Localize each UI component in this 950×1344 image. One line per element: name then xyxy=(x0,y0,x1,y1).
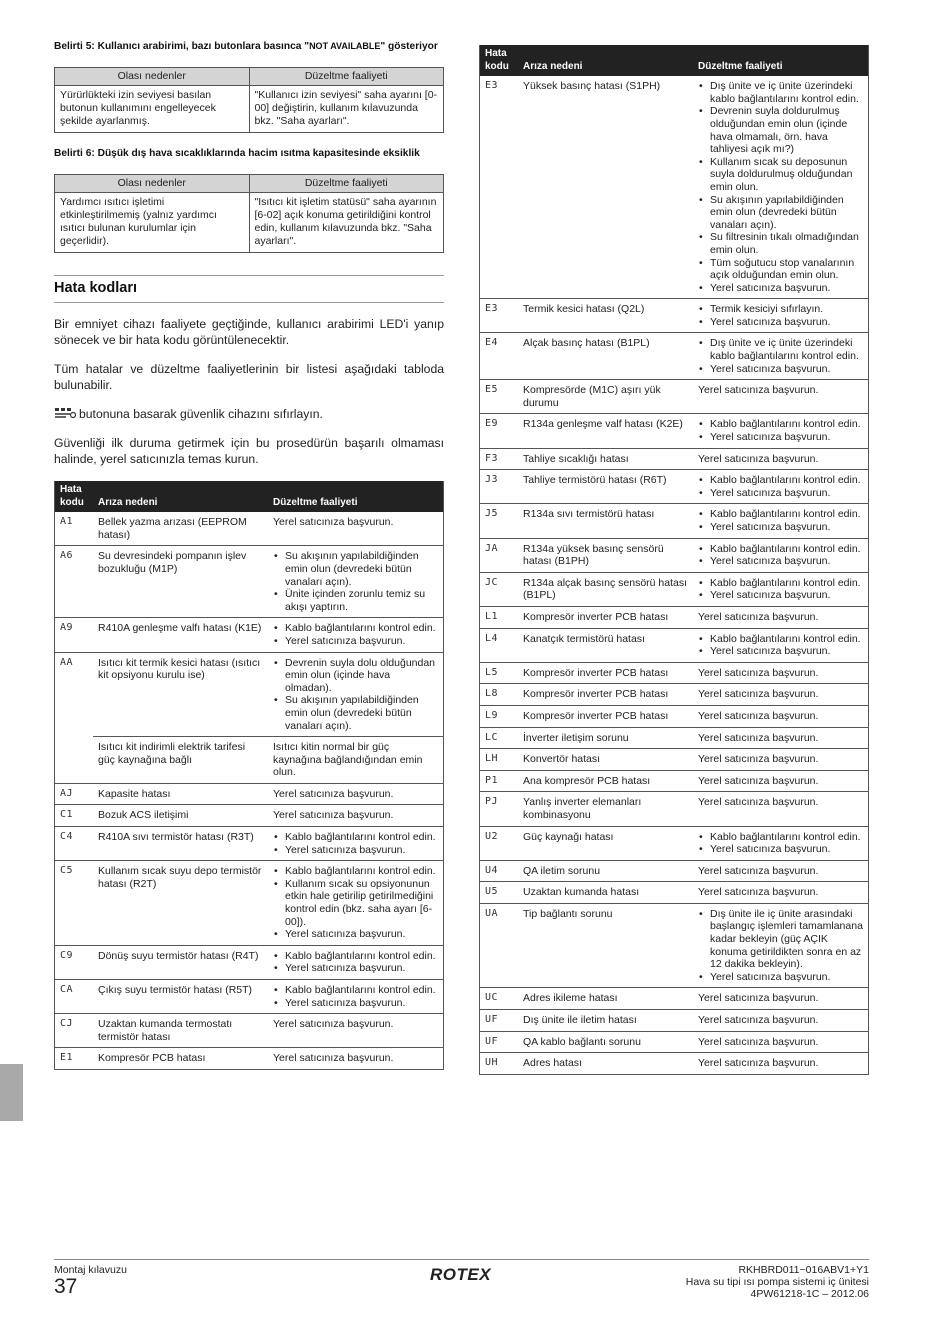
action-item: • Yerel satıcınıza başvurun. xyxy=(710,431,863,444)
error-cause: Güç kaynağı hatası xyxy=(518,826,693,860)
error-code: L1 xyxy=(480,606,519,628)
error-code: F3 xyxy=(480,448,519,470)
table-row xyxy=(480,572,869,606)
error-cause: R134a alçak basınç sensörü hatası (B1PL) xyxy=(518,572,693,606)
footer-info xyxy=(686,1264,869,1300)
table-cell: Yardımcı ısıtıcı işletimi etkinleştirilmemiş (yalnız yardımcı ısıtıcı bulunan kurulumlar için geçerlidir). xyxy=(55,193,250,253)
error-cause: Kompresör inverter PCB hatası xyxy=(518,684,693,706)
table-row xyxy=(480,662,869,684)
action-list xyxy=(273,865,438,941)
error-code: PJ xyxy=(480,792,519,826)
action-list xyxy=(273,984,438,1009)
action-item: • Kablo bağlantılarını kontrol edin. xyxy=(285,831,438,844)
corrective-action: Yerel satıcınıza başvurun. xyxy=(693,749,869,771)
action-item: • Su akışının yapılabildiğinden emin olun (devredeki bütün vanaları açın). xyxy=(285,694,438,732)
error-cause: Kanatçık termistörü hatası xyxy=(518,628,693,662)
action-item: • Yerel satıcınıza başvurun. xyxy=(710,843,863,856)
table-row xyxy=(480,826,869,860)
table-row xyxy=(480,470,869,504)
corrective-action xyxy=(693,572,869,606)
error-cause: Kompresör inverter PCB hatası xyxy=(518,606,693,628)
table-row xyxy=(55,1014,444,1048)
action-item: • Yerel satıcınıza başvurun. xyxy=(285,928,438,941)
error-code: CJ xyxy=(55,1014,94,1048)
error-cause: Bozuk ACS iletişimi xyxy=(93,805,268,827)
action-item: • Yerel satıcınıza başvurun. xyxy=(710,363,863,376)
action-item: • Kablo bağlantılarını kontrol edin. xyxy=(285,950,438,963)
right-column xyxy=(479,45,869,1075)
paragraph: Tüm hatalar ve düzeltme faaliyetlerinin bir listesi aşağıdaki tabloda bulunabilir. xyxy=(54,362,444,392)
error-code: LH xyxy=(480,749,519,771)
error-cause: Dış ünite ile iletim hatası xyxy=(518,1010,693,1032)
action-list xyxy=(698,474,863,499)
error-code: C1 xyxy=(55,805,94,827)
action-item: • Yerel satıcınıza başvurun. xyxy=(285,997,438,1010)
table-row xyxy=(480,76,869,299)
error-cause: Termik kesici hatası (Q2L) xyxy=(518,299,693,333)
table-row xyxy=(480,792,869,826)
error-code: U4 xyxy=(480,860,519,882)
action-item: • Kablo bağlantılarını kontrol edin. xyxy=(710,474,863,487)
corrective-action: Yerel satıcınıza başvurun. xyxy=(693,662,869,684)
corrective-action xyxy=(693,903,869,988)
action-item: • Dış ünite ve iç ünite üzerindeki kablo bağlantılarını kontrol edin. xyxy=(710,80,863,105)
error-code: UF xyxy=(480,1031,519,1053)
corrective-action xyxy=(693,333,869,380)
error-code: E1 xyxy=(55,1048,94,1070)
error-cause: Tip bağlantı sorunu xyxy=(518,903,693,988)
corrective-action: Yerel satıcınıza başvurun. xyxy=(693,860,869,882)
corrective-action: Yerel satıcınıza başvurun. xyxy=(693,380,869,414)
action-item: • Su filtresinin tıkalı olmadığından emin olun. xyxy=(710,231,863,256)
action-item: • Su akışının yapılabildiğinden emin olun (devredeki bütün vanaları açın). xyxy=(710,194,863,232)
column-header: Düzeltme faaliyeti xyxy=(268,481,444,512)
table-row xyxy=(55,805,444,827)
corrective-action: Yerel satıcınıza başvurun. xyxy=(693,705,869,727)
table-row xyxy=(480,860,869,882)
action-list xyxy=(273,550,438,613)
column-header: Olası nedenler xyxy=(55,175,250,193)
error-code: UF xyxy=(480,1010,519,1032)
table-row xyxy=(55,980,444,1014)
error-code: UA xyxy=(480,903,519,988)
column-header: Hata kodu xyxy=(55,481,94,512)
action-item: • Devrenin suyla doldurulmuş olduğundan emin olun (içinde hava olmamalı, örn. hava tahliyesi açık mı?) xyxy=(710,105,863,155)
error-code: UC xyxy=(480,988,519,1010)
corrective-action xyxy=(268,618,444,652)
footer-product: Hava su tipi ısı pompa sistemi iç ünitesi xyxy=(685,1276,869,1288)
error-code: C5 xyxy=(55,861,94,946)
error-cause: Kompresör inverter PCB hatası xyxy=(518,705,693,727)
error-code: L9 xyxy=(480,705,519,727)
action-list xyxy=(698,337,863,375)
table-row xyxy=(55,783,444,805)
corrective-action xyxy=(693,414,869,448)
error-code: U2 xyxy=(480,826,519,860)
error-cause: Isıtıcı kit indirimli elektrik tarifesi güç kaynağına bağlı xyxy=(93,737,268,784)
corrective-action: Yerel satıcınıza başvurun. xyxy=(693,770,869,792)
table-cell: "Isıtıcı kit işletim statüsü" saha ayarının [6-02] açık konuma getirildiğini kontrol edin, kullanım kılavuzunda bkz. "Saha ayarları". xyxy=(249,193,444,253)
corrective-action xyxy=(693,538,869,572)
error-cause: Kompresör inverter PCB hatası xyxy=(518,662,693,684)
action-list xyxy=(698,80,863,294)
table-row xyxy=(55,512,444,546)
action-item: • Yerel satıcınıza başvurun. xyxy=(710,645,863,658)
table-row xyxy=(55,945,444,979)
error-cause: Kompresör PCB hatası xyxy=(93,1048,268,1070)
action-item: • Yerel satıcınıza başvurun. xyxy=(285,962,438,975)
corrective-action: Yerel satıcınıza başvurun. xyxy=(693,988,869,1010)
corrective-action: Yerel satıcınıza başvurun. xyxy=(268,783,444,805)
table-row xyxy=(480,1010,869,1032)
corrective-action: Yerel satıcınıza başvurun. xyxy=(693,727,869,749)
error-cause: Dönüş suyu termistör hatası (R4T) xyxy=(93,945,268,979)
action-item: • Kablo bağlantılarını kontrol edin. xyxy=(710,508,863,521)
error-cause: Uzaktan kumanda hatası xyxy=(518,882,693,904)
symptom-6-table xyxy=(54,174,444,253)
corrective-action: Yerel satıcınıza başvurun. xyxy=(693,448,869,470)
error-cause: R134a genleşme valf hatası (K2E) xyxy=(518,414,693,448)
corrective-action xyxy=(693,504,869,538)
action-item: • Yerel satıcınıza başvurun. xyxy=(710,555,863,568)
action-item: • Termik kesiciyi sıfırlayın. xyxy=(710,303,863,316)
error-code: E9 xyxy=(480,414,519,448)
error-cause: R134a sıvı termistörü hatası xyxy=(518,504,693,538)
symptom-6-heading: Belirti 6: Düşük dış hava sıcaklıklarında hacim ısıtma kapasitesinde eksiklik xyxy=(54,148,420,159)
corrective-action: Yerel satıcınıza başvurun. xyxy=(693,606,869,628)
table-row xyxy=(480,882,869,904)
error-code: A6 xyxy=(55,546,94,618)
error-code: U5 xyxy=(480,882,519,904)
corrective-action xyxy=(268,546,444,618)
error-cause: Tahliye sıcaklığı hatası xyxy=(518,448,693,470)
corrective-action: Yerel satıcınıza başvurun. xyxy=(268,805,444,827)
action-list xyxy=(698,418,863,443)
corrective-action xyxy=(268,861,444,946)
error-cause: Konvertör hatası xyxy=(518,749,693,771)
error-code: E3 xyxy=(480,76,519,299)
action-list xyxy=(698,577,863,602)
action-item: • Yerel satıcınıza başvurun. xyxy=(710,589,863,602)
action-item: • Kablo bağlantılarını kontrol edin. xyxy=(710,577,863,590)
error-cause: Tahliye termistörü hatası (R6T) xyxy=(518,470,693,504)
left-column xyxy=(54,40,444,1070)
error-cause: Çıkış suyu termistör hatası (R5T) xyxy=(93,980,268,1014)
error-cause: Adres hatası xyxy=(518,1053,693,1075)
table-row xyxy=(55,737,444,784)
action-item: • Su akışının yapılabildiğinden emin olun (devredeki bütün vanaları açın). xyxy=(285,550,438,588)
action-item: • Yerel satıcınıza başvurun. xyxy=(710,282,863,295)
corrective-action xyxy=(268,827,444,861)
error-cause: R410A sıvı termistör hatası (R3T) xyxy=(93,827,268,861)
action-list xyxy=(698,508,863,533)
error-code: P1 xyxy=(480,770,519,792)
action-item: • Ünite içinden zorunlu temiz su akışı yaptırın. xyxy=(285,588,438,613)
action-item: • Kablo bağlantılarını kontrol edin. xyxy=(710,543,863,556)
action-list xyxy=(273,657,438,733)
error-code-table-right xyxy=(479,45,869,1075)
section-title: Hata kodları xyxy=(54,275,444,303)
error-cause: Adres ikileme hatası xyxy=(518,988,693,1010)
error-code: AJ xyxy=(55,783,94,805)
table-row xyxy=(480,705,869,727)
column-header: Arıza nedeni xyxy=(93,481,268,512)
error-code: J3 xyxy=(480,470,519,504)
table-row xyxy=(55,861,444,946)
table-row xyxy=(480,749,869,771)
page-number: 37 xyxy=(54,1275,78,1298)
error-code: JC xyxy=(480,572,519,606)
action-list xyxy=(698,633,863,658)
error-code: A9 xyxy=(55,618,94,652)
error-code: L8 xyxy=(480,684,519,706)
table-row xyxy=(55,1048,444,1070)
action-list xyxy=(273,950,438,975)
table-row xyxy=(480,903,869,988)
corrective-action: Isıtıcı kitin normal bir güç kaynağına bağlandığından emin olun. xyxy=(268,737,444,784)
footer-doc-type: Montaj kılavuzu xyxy=(54,1264,127,1276)
action-item: • Kablo bağlantılarını kontrol edin. xyxy=(710,418,863,431)
error-cause: Kullanım sıcak suyu depo termistör hatası (R2T) xyxy=(93,861,268,946)
action-item: • Kablo bağlantılarını kontrol edin. xyxy=(285,865,438,878)
column-header: Düzeltme faaliyeti xyxy=(693,45,869,76)
error-code: CA xyxy=(55,980,94,1014)
corrective-action: Yerel satıcınıza başvurun. xyxy=(693,1010,869,1032)
action-item: • Yerel satıcınıza başvurun. xyxy=(710,487,863,500)
action-item: • Dış ünite ile iç ünite arasındaki başlangıç işlemleri tamamlanana kadar bekleyin (güç AÇIK konuma getirildikten sonra en az 12 dakika bekleyin). xyxy=(710,908,863,971)
error-code: L4 xyxy=(480,628,519,662)
error-code xyxy=(55,737,94,784)
error-cause: Kompresörde (M1C) aşırı yük durumu xyxy=(518,380,693,414)
table-row xyxy=(480,1031,869,1053)
error-code-table-left xyxy=(54,481,444,1070)
symptom-5-heading: Belirti 5: Kullanıcı arabirimi, bazı butonlara basınca "NOT AVAILABLE" gösteriyor xyxy=(54,41,438,52)
corrective-action: Yerel satıcınıza başvurun. xyxy=(693,684,869,706)
error-cause: Su devresindeki pompanın işlev bozukluğu (M1P) xyxy=(93,546,268,618)
column-header: Arıza nedeni xyxy=(518,45,693,76)
corrective-action: Yerel satıcınıza başvurun. xyxy=(268,1048,444,1070)
table-row xyxy=(480,770,869,792)
action-item: • Dış ünite ve iç ünite üzerindeki kablo bağlantılarını kontrol edin. xyxy=(710,337,863,362)
action-item: • Devrenin suyla dolu olduğundan emin olun (içinde hava olmadan). xyxy=(285,657,438,695)
action-item: • Yerel satıcınıza başvurun. xyxy=(710,316,863,329)
error-code: LC xyxy=(480,727,519,749)
paragraph: butonuna basarak güvenlik cihazını sıfırlayın. xyxy=(54,406,444,422)
footer-model: RKHBRD011~016ABV1+Y1 xyxy=(738,1264,869,1276)
action-item: • Kablo bağlantılarını kontrol edin. xyxy=(710,831,863,844)
error-cause: Alçak basınç hatası (B1PL) xyxy=(518,333,693,380)
error-code: E3 xyxy=(480,299,519,333)
corrective-action xyxy=(693,470,869,504)
table-row xyxy=(480,684,869,706)
error-cause: İnverter iletişim sorunu xyxy=(518,727,693,749)
table-row xyxy=(480,380,869,414)
corrective-action xyxy=(693,628,869,662)
table-row xyxy=(480,448,869,470)
table-row xyxy=(480,727,869,749)
action-item: • Yerel satıcınıza başvurun. xyxy=(285,635,438,648)
error-code: A1 xyxy=(55,512,94,546)
error-cause: QA iletim sorunu xyxy=(518,860,693,882)
corrective-action xyxy=(693,299,869,333)
corrective-action xyxy=(268,945,444,979)
error-cause: Yüksek basınç hatası (S1PH) xyxy=(518,76,693,299)
table-cell: "Kullanıcı izin seviyesi" saha ayarını [0-00] değiştirin, kullanım kılavuzunda bkz. "Saha ayarları". xyxy=(249,86,444,133)
action-item: • Yerel satıcınıza başvurun. xyxy=(710,521,863,534)
table-row xyxy=(480,414,869,448)
corrective-action: Yerel satıcınıza başvurun. xyxy=(268,512,444,546)
action-item: • Kullanım sıcak su opsiyonunun etkin hale getirilip getirilmediğini kontrol edin (bkz. saha ayarı [6-00]). xyxy=(285,878,438,928)
error-cause: Isıtıcı kit termik kesici hatası (ısıtıcı kit opsiyonu kurulu ise) xyxy=(98,656,261,682)
corrective-action: Yerel satıcınıza başvurun. xyxy=(693,1031,869,1053)
table-row xyxy=(480,988,869,1010)
action-list xyxy=(698,831,863,856)
brand-logo: ROTEX xyxy=(430,1265,492,1284)
error-cause: Bellek yazma arızası (EEPROM hatası) xyxy=(93,512,268,546)
table-row xyxy=(480,1053,869,1075)
corrective-action: Yerel satıcınıza başvurun. xyxy=(268,1014,444,1048)
corrective-action: Yerel satıcınıza başvurun. xyxy=(693,1053,869,1075)
table-row xyxy=(55,618,444,652)
action-item: • Kablo bağlantılarını kontrol edin. xyxy=(710,633,863,646)
corrective-action: Yerel satıcınıza başvurun. xyxy=(693,882,869,904)
error-cause: Kapasite hatası xyxy=(93,783,268,805)
footer-ref: 4PW61218-1C – 2012.06 xyxy=(750,1288,869,1300)
action-item: • Tüm soğutucu stop vanalarının açık olduğundan emin olun. xyxy=(710,257,863,282)
footer-divider xyxy=(54,1259,869,1260)
corrective-action xyxy=(268,652,444,737)
column-header: Düzeltme faaliyeti xyxy=(249,68,444,86)
paragraph: Bir emniyet cihazı faaliyete geçtiğinde, kullanıcı arabirimi LED'i yanıp sönecek ve bir hata kodu görüntülenecektir. xyxy=(54,317,444,347)
action-item: • Yerel satıcınıza başvurun. xyxy=(710,971,863,984)
table-row xyxy=(480,538,869,572)
action-list xyxy=(698,303,863,328)
table-row xyxy=(480,628,869,662)
column-header: Olası nedenler xyxy=(55,68,250,86)
action-item: • Kablo bağlantılarını kontrol edin. xyxy=(285,622,438,635)
corrective-action xyxy=(268,980,444,1014)
action-list xyxy=(698,908,863,984)
error-code: AA xyxy=(60,656,74,668)
error-cause: R134a yüksek basınç sensörü hatası (B1PH) xyxy=(518,538,693,572)
error-cause: Ana kompresör PCB hatası xyxy=(518,770,693,792)
table-row xyxy=(480,504,869,538)
corrective-action xyxy=(693,76,869,299)
error-code: J5 xyxy=(480,504,519,538)
error-cause: R410A genleşme valfı hatası (K1E) xyxy=(93,618,268,652)
table-row xyxy=(480,333,869,380)
action-item: • Kablo bağlantılarını kontrol edin. xyxy=(285,984,438,997)
corrective-action: Yerel satıcınıza başvurun. xyxy=(693,792,869,826)
column-header: Hata kodu xyxy=(480,45,519,76)
error-cause: QA kablo bağlantı sorunu xyxy=(518,1031,693,1053)
corrective-action xyxy=(693,826,869,860)
table-row xyxy=(55,827,444,861)
action-list xyxy=(273,831,438,856)
table-row xyxy=(480,606,869,628)
error-code: E5 xyxy=(480,380,519,414)
action-list xyxy=(698,543,863,568)
reset-button-icon xyxy=(54,407,76,419)
error-code: E4 xyxy=(480,333,519,380)
error-code: JA xyxy=(480,538,519,572)
error-code: C4 xyxy=(55,827,94,861)
error-code: UH xyxy=(480,1053,519,1075)
action-list xyxy=(273,622,438,647)
symptom-5-table xyxy=(54,67,444,133)
table-row xyxy=(480,299,869,333)
chapter-tab xyxy=(0,1064,23,1121)
table-cell: Yürürlükteki izin seviyesi basılan butonun kullanımını engelleyecek şekilde ayarlanmış. xyxy=(55,86,250,133)
table-row xyxy=(55,546,444,618)
action-item: • Yerel satıcınıza başvurun. xyxy=(285,844,438,857)
error-cause: Uzaktan kumanda termostatı termistör hatası xyxy=(93,1014,268,1048)
action-item: • Kullanım sıcak su deposunun suyla doldurulmuş olduğundan emin olun. xyxy=(710,156,863,194)
error-cause: Yanlış inverter elemanları kombinasyonu xyxy=(518,792,693,826)
column-header: Düzeltme faaliyeti xyxy=(249,175,444,193)
table-row xyxy=(55,652,444,737)
paragraph: Güvenliği ilk duruma getirmek için bu prosedürün başarılı olmaması halinde, yerel satıcınızla temas kurun. xyxy=(54,436,444,466)
error-code: L5 xyxy=(480,662,519,684)
error-code: C9 xyxy=(55,945,94,979)
